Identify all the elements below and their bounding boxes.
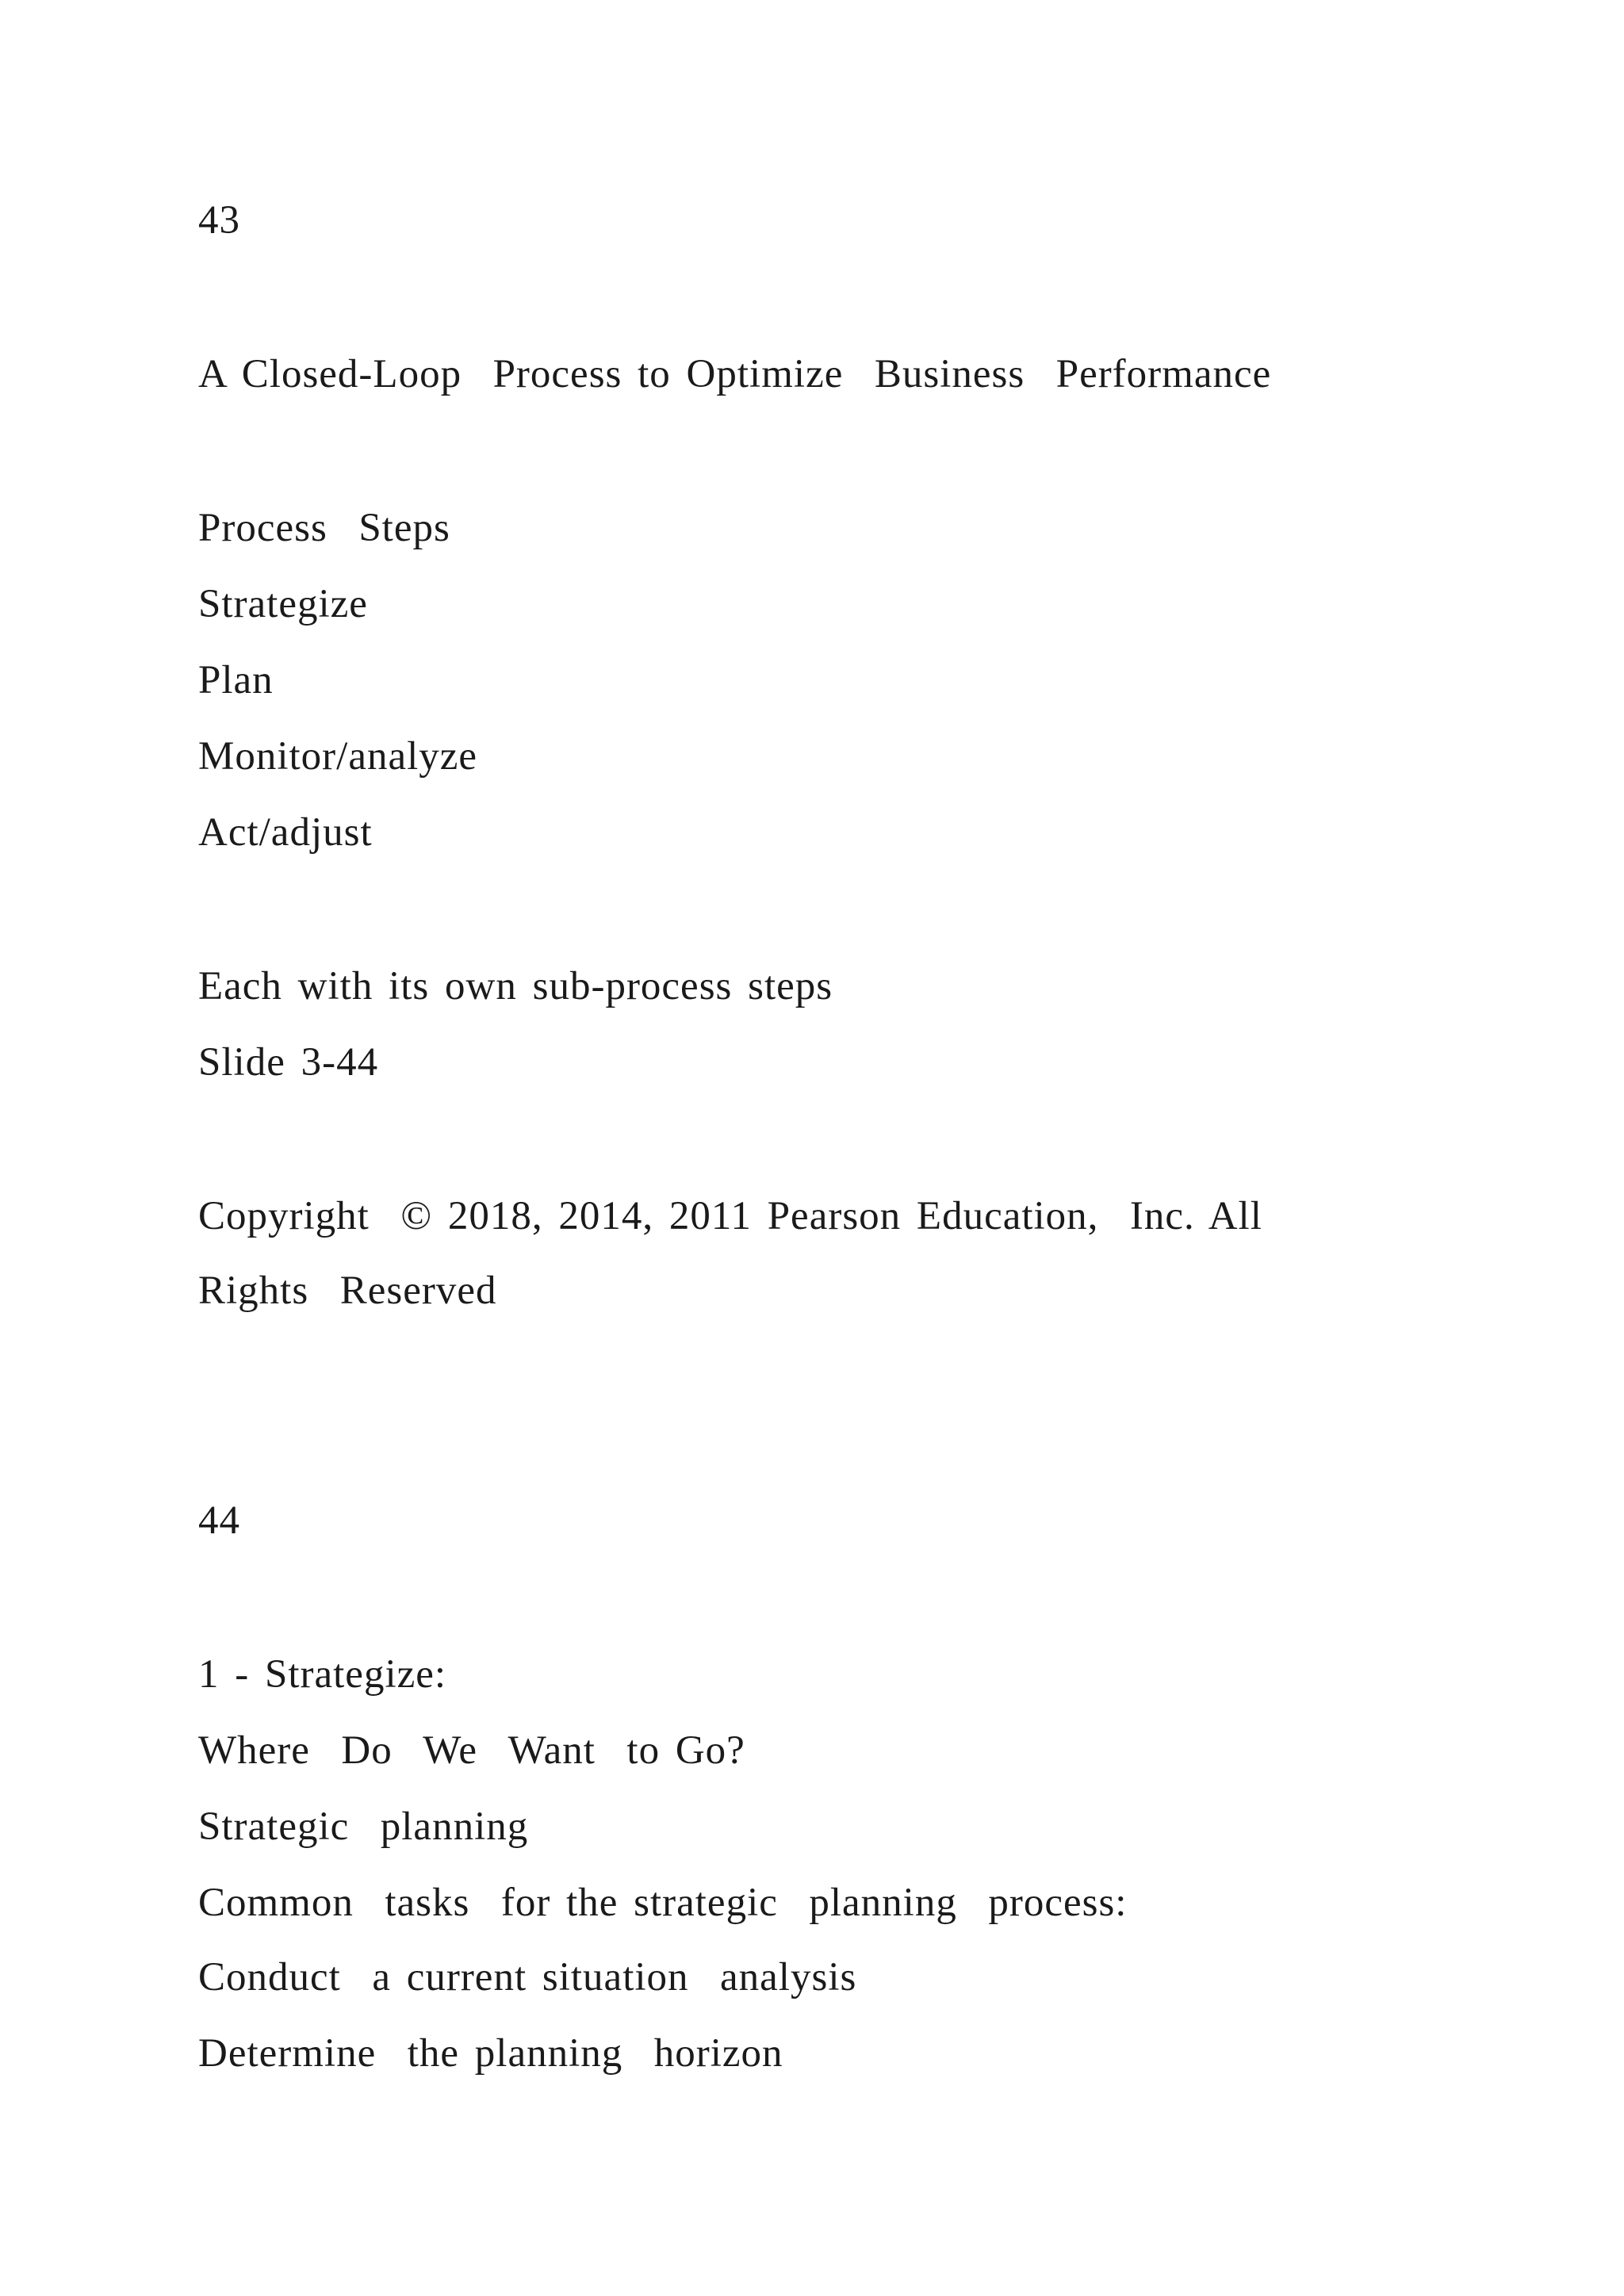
step-item: Monitor/analyze [198, 734, 478, 779]
copyright-line: Copyright © 2018, 2014, 2011 Pearson Education, Inc. All [198, 1194, 1262, 1238]
body-line: Conduct a current situation analysis [198, 1955, 857, 1999]
body-line: Common tasks for the strategic planning process: [198, 1881, 1128, 1925]
slide-title: A Closed-Loop Process to Optimize Business Performance [198, 352, 1272, 396]
step-item: Strategize [198, 582, 368, 626]
copyright-line: Rights Reserved [198, 1269, 497, 1313]
slide-reference: Slide 3-44 [198, 1040, 379, 1085]
body-line: Strategic planning [198, 1804, 529, 1849]
section-heading: 1 - Strategize: [198, 1652, 447, 1697]
section-subheading: Where Do We Want to Go? [198, 1728, 745, 1773]
step-item: Plan [198, 658, 274, 702]
page-number-44: 44 [198, 1498, 240, 1543]
sub-process-note: Each with its own sub-process steps [198, 964, 833, 1008]
page-number-43: 43 [198, 198, 240, 243]
step-item: Act/adjust [198, 810, 373, 855]
body-line: Determine the planning horizon [198, 2031, 783, 2076]
process-steps-heading: Process Steps [198, 506, 450, 550]
